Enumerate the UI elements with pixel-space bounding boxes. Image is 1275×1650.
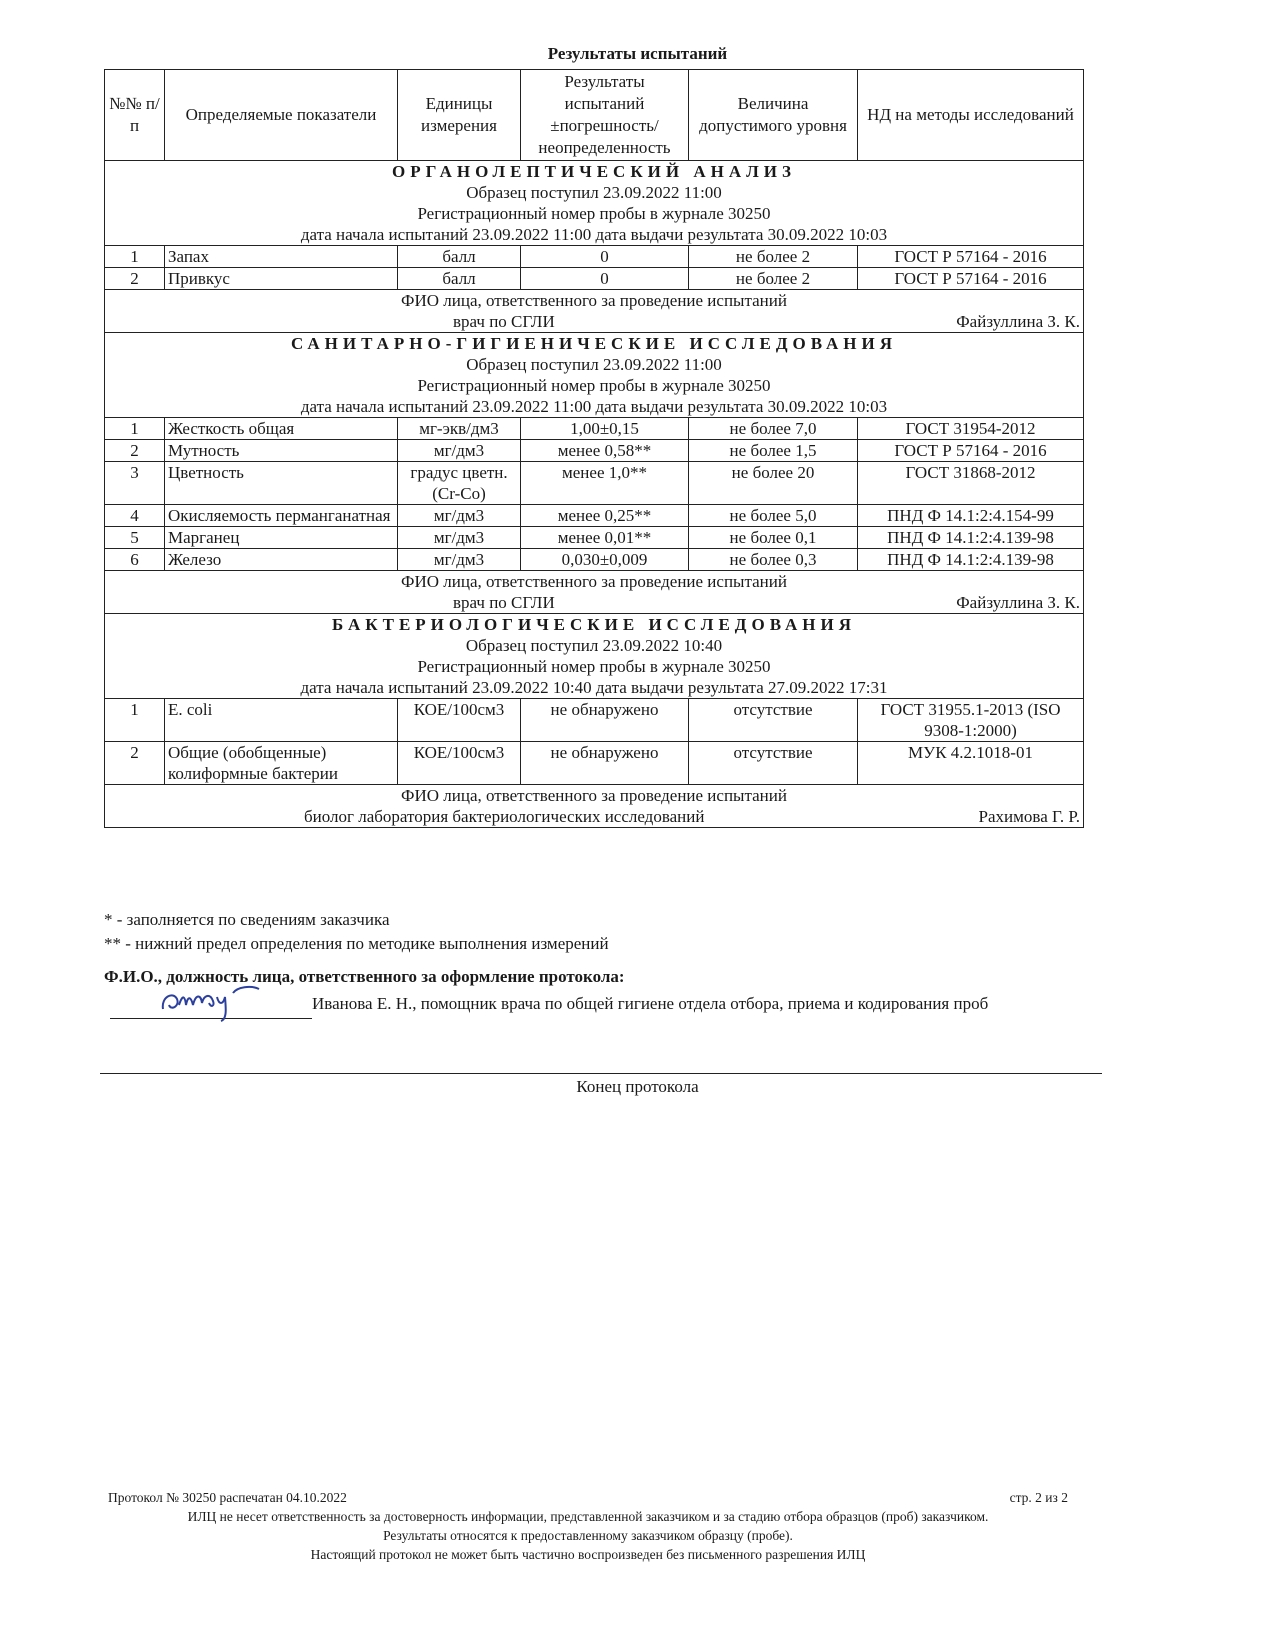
row-indicator: Жесткость общая [165,418,398,440]
registration-number: Регистрационный номер пробы в журнале 30250 [417,376,771,395]
table-row [105,418,1084,440]
col-header-method: НД на методы исследований [858,70,1084,161]
footnote: ** - нижний предел определения по методике выполнения измерений [104,934,609,953]
responsible-label: ФИО лица, ответственного за проведение испытаний [401,291,787,310]
footer-disclaimer: Результаты относятся к предоставленному заказчиком образцу (пробе). [383,1528,793,1543]
row-limit: не более 5,0 [689,505,858,527]
row-unit: мг/дм3 [398,505,521,527]
row-unit: мг-экв/дм3 [398,418,521,440]
row-result: не обнаружено [521,742,689,785]
col-header-unit: Единицы измерения [398,70,521,161]
row-number: 5 [105,527,165,549]
row-unit: КОЕ/100см3 [398,699,521,742]
row-limit: не более 0,1 [689,527,858,549]
test-dates: дата начала испытаний 23.09.2022 11:00 дата выдачи результата 30.09.2022 10:03 [300,225,888,244]
row-method: ГОСТ 31868-2012 [858,462,1084,505]
row-indicator: Мутность [165,440,398,462]
row-limit: отсутствие [689,699,858,742]
end-of-protocol: Конец протокола [576,1077,699,1096]
responsible-row [105,571,1084,614]
footer-page: стр. 2 из 2 [1009,1490,1068,1505]
row-result: менее 1,0** [521,462,689,505]
row-unit: балл [398,246,521,268]
row-indicator: E. coli [165,699,398,742]
sample-received: Образец поступил 23.09.2022 11:00 [466,355,722,374]
row-result: менее 0,25** [521,505,689,527]
table-row [105,505,1084,527]
footer-protocol: Протокол № 30250 распечатан 04.10.2022 [108,1490,347,1505]
row-unit: мг/дм3 [398,549,521,571]
row-unit: мг/дм3 [398,440,521,462]
row-unit: градус цветн.(Cr-Co) [398,462,521,505]
table-row [105,440,1084,462]
row-result: не обнаружено [521,699,689,742]
row-method: ГОСТ Р 57164 - 2016 [858,440,1084,462]
col-header-limit: Величина допустимого уровня [689,70,858,161]
row-unit: мг/дм3 [398,527,521,549]
responsible-person: Файзуллина З. К. [956,312,1080,331]
section-header [105,333,1084,418]
page-footer [108,1488,1068,1564]
row-limit: не более 1,5 [689,440,858,462]
row-indicator: Привкус [165,268,398,290]
footnotes [104,908,609,956]
row-number: 2 [105,440,165,462]
results-table [104,69,1084,828]
row-result: 1,00±0,15 [521,418,689,440]
divider [100,1073,1102,1074]
table-row [105,699,1084,742]
row-method: ПНД Ф 14.1:2:4.139-98 [858,527,1084,549]
row-limit: не более 7,0 [689,418,858,440]
responsible-person: Рахимова Г. Р. [978,807,1080,826]
section-title: ОРГАНОЛЕПТИЧЕСКИЙ АНАЛИЗ [392,162,796,181]
row-result: 0 [521,246,689,268]
responsible-position: биолог лаборатория бактериологических исследований [304,807,705,826]
section-header [105,614,1084,699]
row-unit: балл [398,268,521,290]
sample-received: Образец поступил 23.09.2022 11:00 [466,183,722,202]
section-header [105,161,1084,246]
footer-disclaimer: Настоящий протокол не может быть частично воспроизведен без письменного разрешения ИЛЦ [310,1547,866,1562]
row-indicator: Железо [165,549,398,571]
row-number: 4 [105,505,165,527]
row-number: 1 [105,246,165,268]
section-title: САНИТАРНО-ГИГИЕНИЧЕСКИЕ ИССЛЕДОВАНИЯ [290,334,898,353]
test-dates: дата начала испытаний 23.09.2022 11:00 дата выдачи результата 30.09.2022 10:03 [300,397,888,416]
responsible-label: ФИО лица, ответственного за проведение испытаний [401,572,787,591]
row-number: 6 [105,549,165,571]
responsible-position: врач по СГЛИ [453,312,555,331]
test-dates: дата начала испытаний 23.09.2022 10:40 дата выдачи результата 27.09.2022 17:31 [300,678,888,697]
registration-number: Регистрационный номер пробы в журнале 30250 [417,657,771,676]
row-indicator: Марганец [165,527,398,549]
responsible-label: ФИО лица, ответственного за проведение испытаний [401,786,787,805]
table-row [105,742,1084,785]
row-result: менее 0,58** [521,440,689,462]
table-header-row [105,70,1084,161]
row-limit: не более 2 [689,246,858,268]
row-result: 0,030±0,009 [521,549,689,571]
row-method: ПНД Ф 14.1:2:4.154-99 [858,505,1084,527]
table-row [105,462,1084,505]
row-number: 1 [105,699,165,742]
row-method: ГОСТ Р 57164 - 2016 [858,268,1084,290]
row-unit: КОЕ/100см3 [398,742,521,785]
signoff-heading: Ф.И.О., должность лица, ответственного за оформление протокола: [104,967,625,986]
row-indicator: Общие (обобщенные) колиформные бактерии [165,742,398,785]
row-indicator: Окисляемость перманганатная [165,505,398,527]
row-limit: отсутствие [689,742,858,785]
row-result: 0 [521,268,689,290]
signoff-person: Иванова Е. Н., помощник врача по общей гигиене отдела отбора, приема и кодирования проб [312,994,989,1013]
row-method: МУК 4.2.1018-01 [858,742,1084,785]
section-title: БАКТЕРИОЛОГИЧЕСКИЕ ИССЛЕДОВАНИЯ [332,615,856,634]
page-title: Результаты испытаний [547,44,728,63]
col-header-indicator: Определяемые показатели [165,70,398,161]
row-limit: не более 0,3 [689,549,858,571]
row-method: ГОСТ 31955.1-2013 (ISO 9308-1:2000) [858,699,1084,742]
col-header-result: Результаты испытаний ±погрешность/ неопределенность [521,70,689,161]
responsible-row [105,290,1084,333]
row-method: ГОСТ 31954-2012 [858,418,1084,440]
row-method: ПНД Ф 14.1:2:4.139-98 [858,549,1084,571]
row-number: 2 [105,742,165,785]
table-row [105,246,1084,268]
row-number: 2 [105,268,165,290]
table-row [105,527,1084,549]
row-indicator: Запах [165,246,398,268]
row-indicator: Цветность [165,462,398,505]
responsible-position: врач по СГЛИ [453,593,555,612]
responsible-row [105,785,1084,828]
footnote: * - заполняется по сведениям заказчика [104,910,390,929]
row-number: 1 [105,418,165,440]
col-header-number: №№ п/п [105,70,165,161]
row-result: менее 0,01** [521,527,689,549]
registration-number: Регистрационный номер пробы в журнале 30250 [417,204,771,223]
responsible-person: Файзуллина З. К. [956,593,1080,612]
footer-disclaimer: ИЛЦ не несет ответственность за достоверность информации, представленной заказчиком и за стадию отбора образцов (проб) заказчиком. [187,1509,989,1524]
handwritten-signature [155,975,275,1025]
table-row [105,549,1084,571]
sample-received: Образец поступил 23.09.2022 10:40 [465,636,723,655]
row-limit: не более 20 [689,462,858,505]
row-limit: не более 2 [689,268,858,290]
row-method: ГОСТ Р 57164 - 2016 [858,246,1084,268]
table-row [105,268,1084,290]
row-number: 3 [105,462,165,505]
